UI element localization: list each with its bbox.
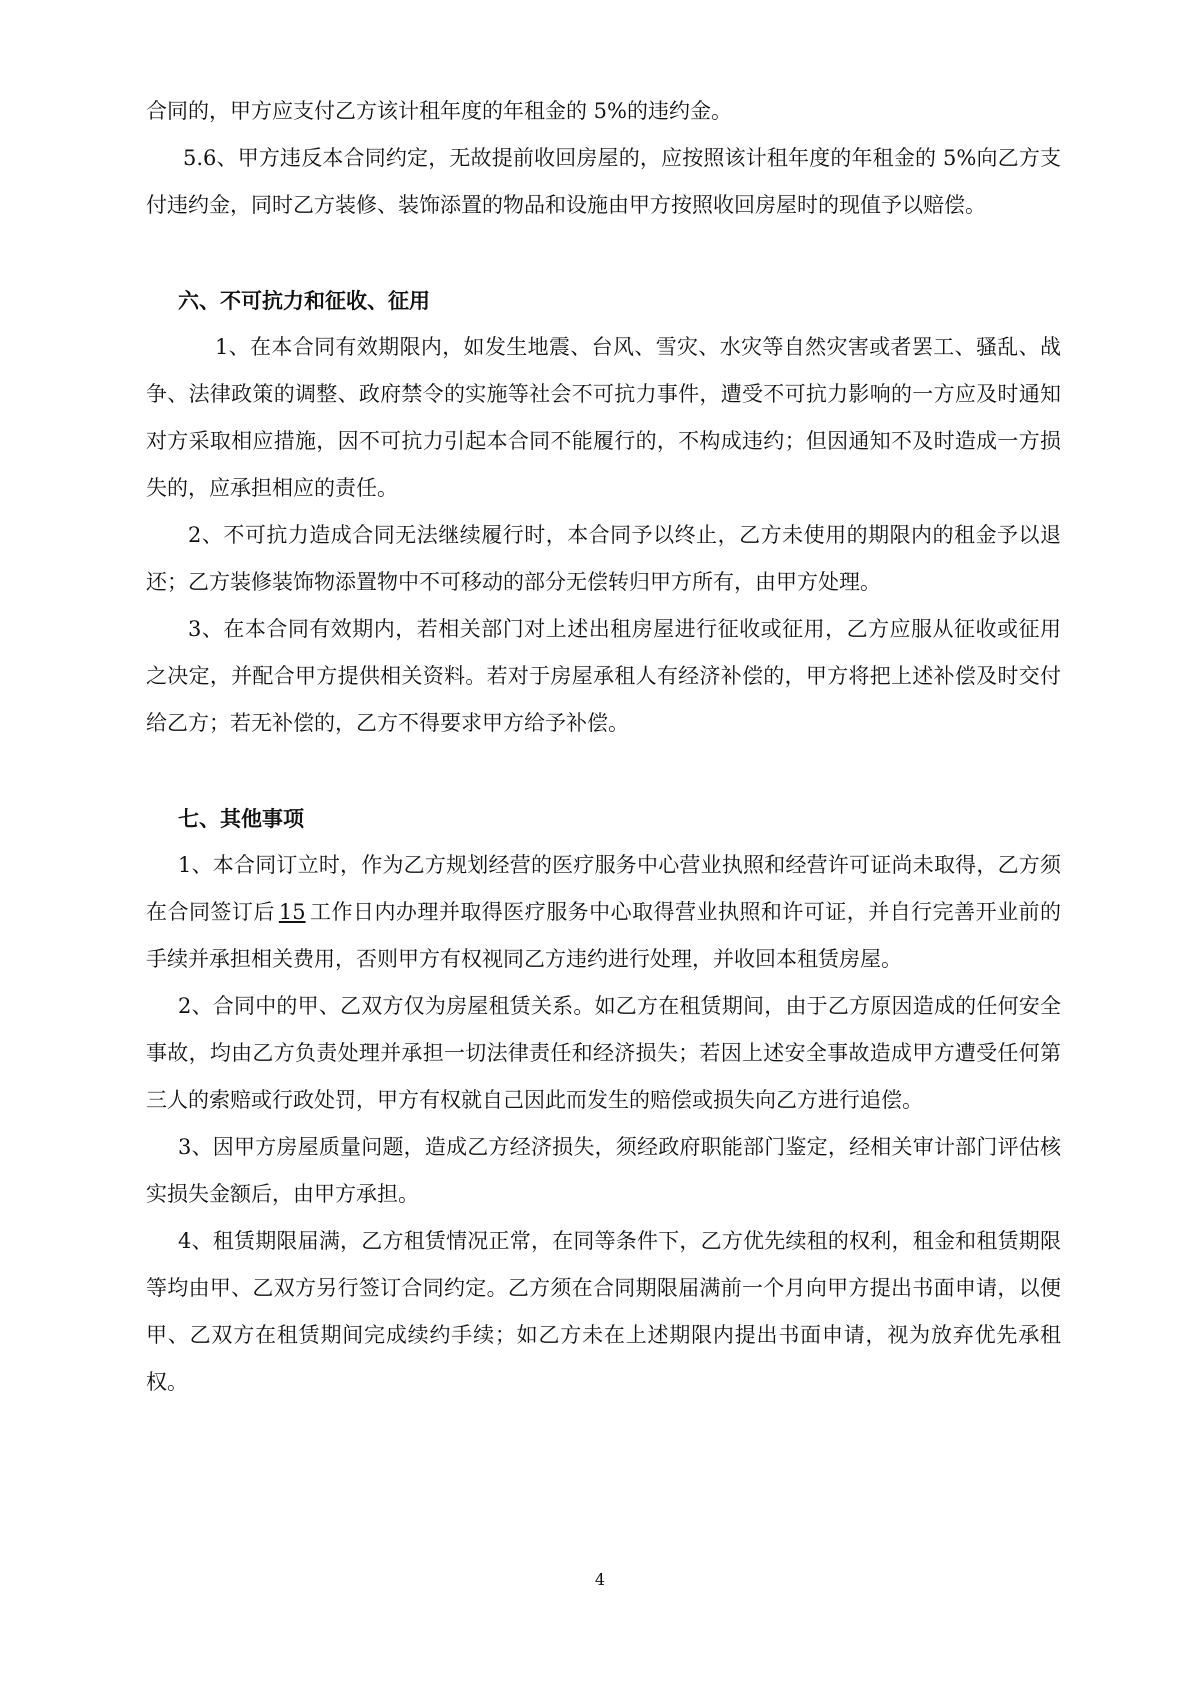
document-body <box>146 88 1061 1406</box>
clause-7-1-days-underlined: 15 <box>278 900 306 924</box>
clause-7-1-text-after: 工作日内办理并取得医疗服务中心取得营业执照和许可证，并自行完善开业前的手续并承担相关费用，否则甲方有权视同乙方违约进行处理，并收回本租赁房屋。 <box>146 900 1062 971</box>
clause-7-4: 4、租赁期限届满，乙方租赁情况正常，在同等条件下，乙方优先续租的权利，租金和租赁期限等均由甲、乙双方另行签订合同约定。乙方须在合同期限届满前一个月向甲方提出书面申请，以便甲、乙双方在租赁期间完成续约手续；如乙方未在上述期限内提出书面申请，视为放弃优先承租权。 <box>146 1229 1061 1394</box>
section-6-heading: 六、不可抗力和征收、征用 <box>178 288 430 313</box>
section-7-heading: 七、其他事项 <box>178 806 304 831</box>
clause-6-1: 1、在本合同有效期限内，如发生地震、台风、雪灾、水灾等自然灾害或者罢工、骚乱、战争、法律政策的调整、政府禁令的实施等社会不可抗力事件，遭受不可抗力影响的一方应及时通知对方采取相应措施，因不可抗力引起本合同不能履行的，不构成违约；但因通知不及时造成一方损失的，应承担相应的责任。 <box>146 335 1061 500</box>
page-number: 4 <box>594 1570 606 1589</box>
clause-7-2: 2、合同中的甲、乙双方仅为房屋租赁关系。如乙方在租赁期间，由于乙方原因造成的任何安全事故，均由乙方负责处理并承担一切法律责任和经济损失；若因上述安全事故造成甲方遭受任何第三人的索赔或行政处罚，甲方有权就自己因此而发生的赔偿或损失向乙方进行追偿。 <box>146 994 1061 1112</box>
clause-6-3: 3、在本合同有效期内，若相关部门对上述出租房屋进行征收或征用，乙方应服从征收或征用之决定，并配合甲方提供相关资料。若对于房屋承租人有经济补偿的，甲方将把上述补偿及时交付给乙方；若无补偿的，乙方不得要求甲方给予补偿。 <box>146 617 1061 735</box>
clause-7-3: 3、因甲方房屋质量问题，造成乙方经济损失，须经政府职能部门鉴定，经相关审计部门评估核实损失金额后，由甲方承担。 <box>146 1135 1061 1206</box>
clause-5-5-continuation: 合同的，甲方应支付乙方该计租年度的年租金的 5%的违约金。 <box>146 99 732 123</box>
clause-7-1-text-before: 1、本合同订立时，作为乙方规划经营的医疗服务中心营业执照和经营许可证尚未取得，乙方须在合同签订后 <box>146 853 1061 924</box>
clause-6-2: 2、不可抗力造成合同无法继续履行时，本合同予以终止，乙方未使用的期限内的租金予以退还；乙方装修装饰物添置物中不可移动的部分无偿转归甲方所有，由甲方处理。 <box>146 523 1061 594</box>
clause-5-6: 5.6、甲方违反本合同约定，无故提前收回房屋的，应按照该计租年度的年租金的 5%向乙方支付违约金，同时乙方装修、装饰添置的物品和设施由甲方按照收回房屋时的现值予以赔偿。 <box>146 146 1061 217</box>
clause-7-1 <box>146 842 1061 983</box>
